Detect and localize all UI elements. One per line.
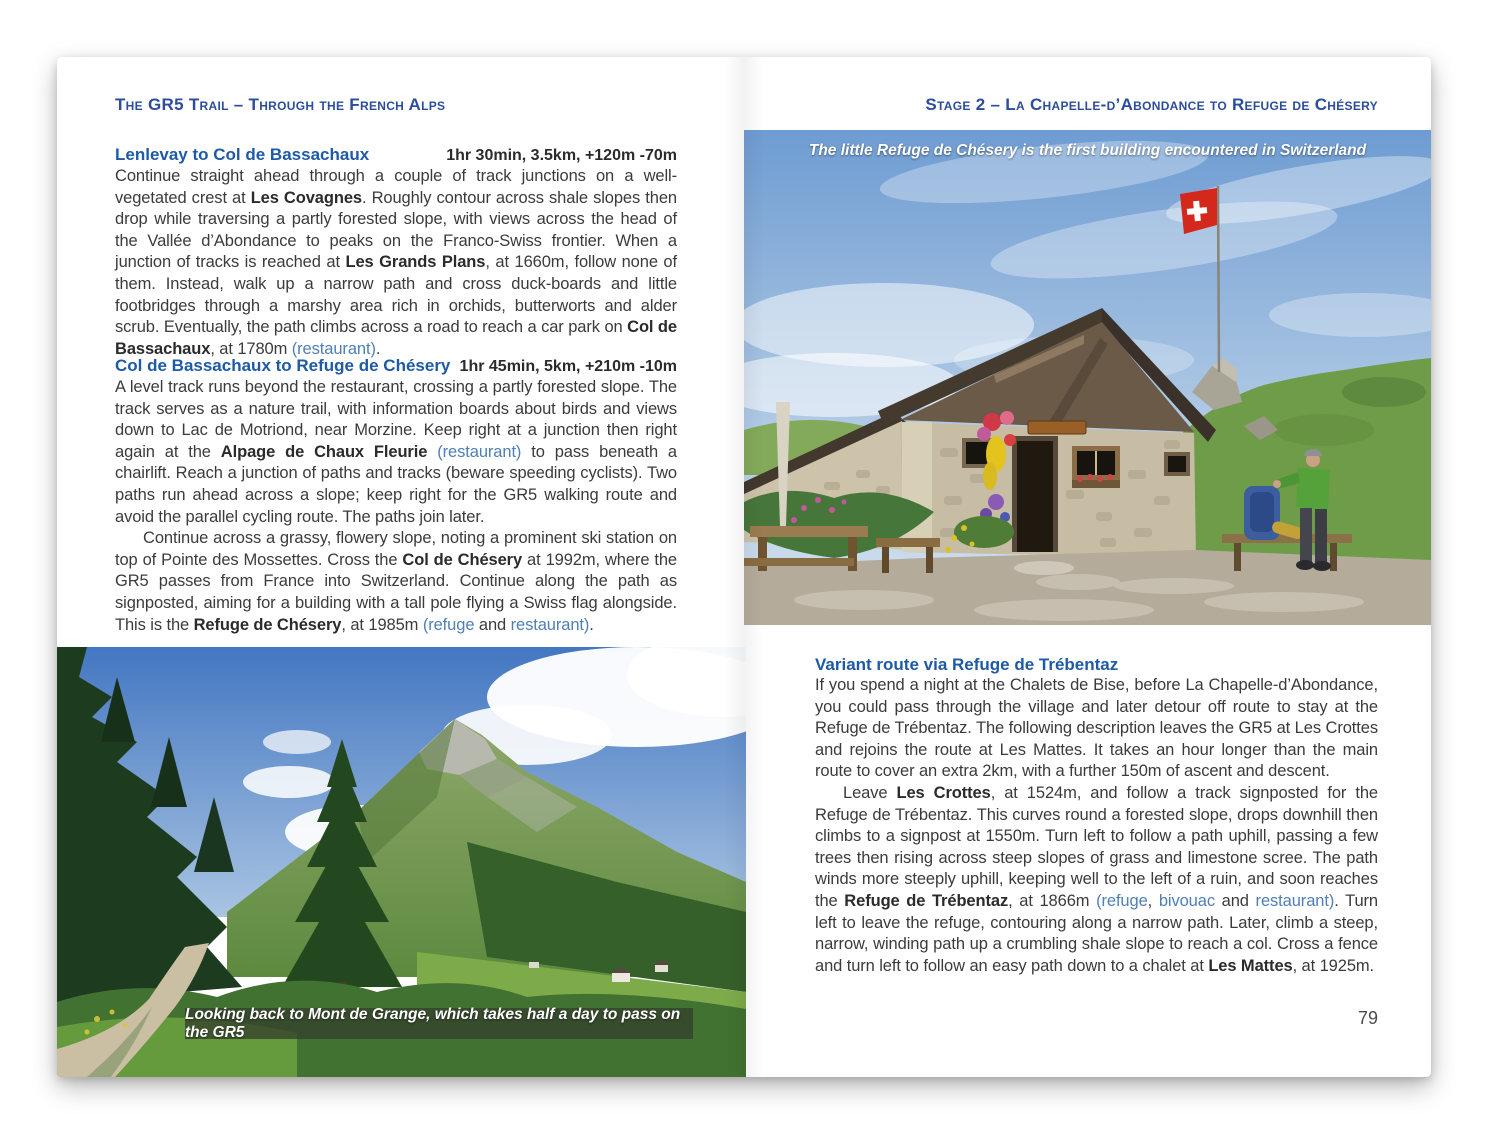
- window: [1168, 456, 1186, 472]
- right-running-head: Stage 2 – La Chapelle-d’Abondance to Refuge de Chésery: [925, 95, 1378, 114]
- paragraph: A level track runs beyond the restaurant, crossing a partly forested slope. The track serves as a nature trail, with information boards about birds and views down to Lac de Motriond, near Morzine. Keep right at a junction then right again at the Alpage de Chaux Fleurie (restaurant) to pass beneath a chairlift. Reach a junction of paths and tracks (beware speeding cyclists). Two paths run ahead across a slope; keep right for the GR5 walking route and avoid the parallel cycling route. The paths join later.: [115, 378, 678, 526]
- section-heading: Lenlevay to Col de Bassachaux: [115, 145, 370, 164]
- page-number: 79: [1357, 1008, 1378, 1028]
- refuge-scene: [744, 130, 1431, 625]
- hiker-leg: [1315, 509, 1327, 563]
- variant-route-section: [815, 655, 1378, 977]
- paragraph: If you spend a night at the Chalets de Bise, before La Chapelle-d’Abondance, you could pass through the village and later detour off route to stay at the Refuge de Trébentaz. The following description leaves the GR5 at Les Crottes and rejoins the route at Les Mattes. It takes an hour longer than the main route to cover an extra 2km, with a further 150m of ascent and descent.: [815, 676, 1378, 781]
- hill-shrubs: [1274, 414, 1374, 446]
- left-running-head: The GR5 Trail – Through the French Alps: [115, 95, 446, 114]
- hill-shrubs: [1342, 377, 1426, 407]
- flagpole: [1218, 186, 1219, 372]
- refuge-sign: [1028, 421, 1086, 434]
- hiker-leg: [1300, 508, 1312, 562]
- book-spread: [57, 57, 1431, 1077]
- photo-mont-de-grange: [57, 647, 746, 1077]
- hiker-shoe: [1296, 560, 1314, 570]
- hiker-hand: [1273, 480, 1281, 488]
- door-step-stone: [1014, 561, 1074, 575]
- section-body: [115, 377, 677, 636]
- photo-caption: Looking back to Mont de Grange, which takes half a day to pass on the GR5: [185, 1005, 681, 1041]
- photo-caption-band: [185, 1005, 693, 1041]
- section-stats: 1hr 30min, 3.5km, +120m -70m: [446, 147, 677, 164]
- variant-heading: Variant route via Refuge de Trébentaz: [815, 655, 1119, 674]
- paragraph: Continue across a grassy, flowery slope, noting a prominent ski station on top of Pointe des Mossettes. Cross the Col de Chésery at 1992m, where the GR5 passes from France into Switzerland. Continue along the path as signposted, aiming for a building with a tall pole flying a Swiss flag alongside. This is the Refuge de Chésery, at 1985m (refuge and restaurant).: [115, 529, 678, 634]
- photo-refuge-de-chesery: [744, 130, 1431, 625]
- hiker-shirt: [1296, 468, 1330, 510]
- section-heading: Col de Bassachaux to Refuge de Chésery: [115, 356, 451, 375]
- hiker-shoe: [1313, 561, 1331, 571]
- paragraph: Leave Les Crottes, at 1524m, and follow a track signposted for the Refuge de Trébentaz. This curves round a forested slope, drops downhill then climbs to a signpost at 1550m. Turn left to follow a path uphill, passing a few trees then rising across steep slopes of grass and limestone scree. The path winds more steeply uphill, keeping well to the left of a ruin, and soon reaches the Refuge de Trébentaz, at 1866m (refuge, bivouac and restaurant). Turn left to leave the refuge, contouring along a narrow path. Later, climb a steep, narrow, winding path up a crumbling shale slope to reach a col. Cross a fence and turn left to follow an easy path down to a chalet at Les Mattes, at 1925m.: [815, 783, 1378, 975]
- paragraph: Continue straight ahead through a couple of track junctions on a well-vegetated crest at Les Covagnes. Roughly contour across shale slopes then drop while traversing a partly forested slope, with views across the head of the Vallée d’Abondance to peaks on the Franco-Swiss frontier. When a junction of tracks is reached at Les Grands Plans, at 1660m, follow none of them. Instead, walk up a narrow path and cross duck-boards and little footbridges through a marshy area rich in orchids, butterworts and alder scrub. Eventually, the path climbs across a road to reach a car park on Col de Bassachaux, at 1780m (restaurant).: [115, 167, 677, 358]
- shrub: [954, 516, 1014, 548]
- path-stone: [1036, 574, 1120, 590]
- photo-caption: The little Refuge de Chésery is the first building encountered in Switzerland: [808, 142, 1367, 159]
- door: [1017, 441, 1053, 552]
- section-heading-row: [115, 145, 677, 165]
- section-heading-row: [115, 356, 677, 376]
- section-stats: 1hr 45min, 5km, +210m -10m: [459, 358, 677, 375]
- section-body: [115, 166, 677, 360]
